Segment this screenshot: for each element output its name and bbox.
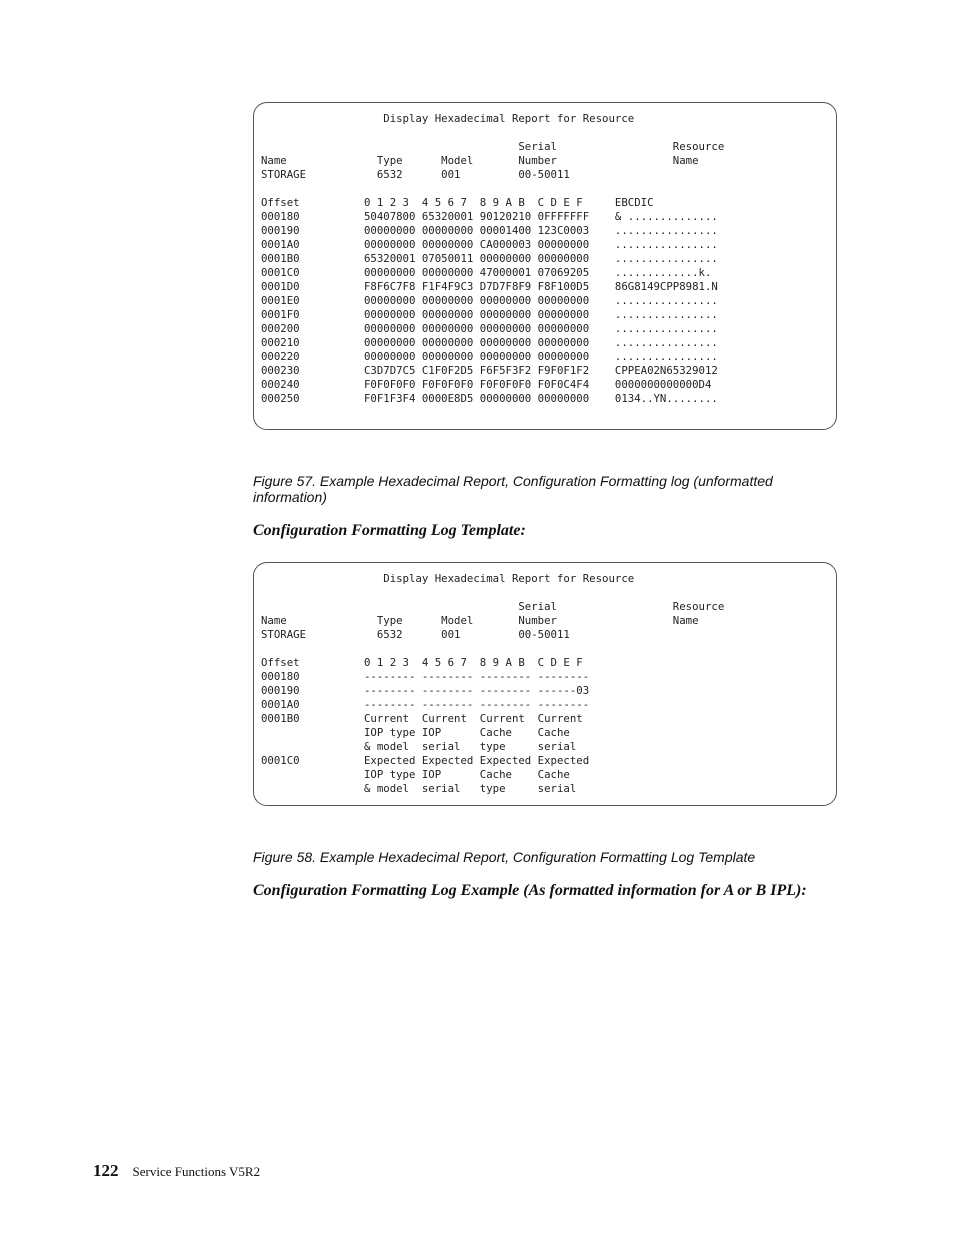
book-title: Service Functions V5R2 — [132, 1164, 261, 1179]
page-footer — [93, 1161, 260, 1181]
hex-report-text: Display Hexadecimal Report for Resource Serial Resource Name Type Model Number Name STORAGE 6532 001 00-50011 Offset 0 1 2 3 4 5 6 7 8 9 A B C D E F EBCDIC 000180 50407800 65320001 90120210 0FFFFFFF & .............. 000190 00000000 00000000 00001400 123C0003 ................ 0001A0 00000000 00000000 CA000003 00000000 ................ 0001B0 65320001 07050011 00000000 00000000 ................ 0001C0 00000000 00000000 47000001 07069205 .............k. 0001D0 F8F6C7F8 F1F4F9C3 D7D7F8F9 F8F100D5 86G8149CPP8981.N 0001E0 00000000 00000000 00000000 00000000 ................ 0001F0 00000000 00000000 00000000 00000000 ................ 000200 00000000 00000000 00000000 00000000 ................ 000210 00000000 00000000 00000000 00000000 ................ 000220 00000000 00000000 00000000 00000000 ................ 000230 C3D7D7C5 C1F0F2D5 F6F5F3F2 F9F0F1F2 CPPEA02N65329012 000240 F0F0F0F0 F0F0F0F0 F0F0F0F0 F0F0C4F4 0000000000000D4 000250 F0F1F3F4 0000E8D5 00000000 00000000 0134..YN........ — [261, 112, 725, 405]
section-heading-example: Configuration Formatting Log Example (As formatted information for A or B IPL): — [253, 882, 807, 899]
page-number: 122 — [93, 1161, 119, 1180]
figure-58-caption: Figure 58. Example Hexadecimal Report, Configuration Formatting Log Template — [253, 849, 756, 865]
section-heading-template: Configuration Formatting Log Template: — [253, 522, 526, 539]
figure-57-caption: Figure 57. Example Hexadecimal Report, Configuration Formatting log (unformatted information) — [253, 473, 773, 505]
hex-template-text: Display Hexadecimal Report for Resource Serial Resource Name Type Model Number Name STORAGE 6532 001 00-50011 Offset 0 1 2 3 4 5 6 7 8 9 A B C D E F 000180 -------- -------- -------- -------- 000190 -------- -------- -------- ------03 0001A0 -------- -------- -------- -------- 0001B0 Current Current Current Current IOP type IOP Cache Cache & model serial type serial 0001C0 Expected Expected Expected Expected IOP type IOP Cache Cache & model serial type serial — [261, 572, 725, 795]
hex-report-screen-figure-58 — [253, 562, 837, 806]
hex-report-screen-figure-57 — [253, 102, 837, 430]
